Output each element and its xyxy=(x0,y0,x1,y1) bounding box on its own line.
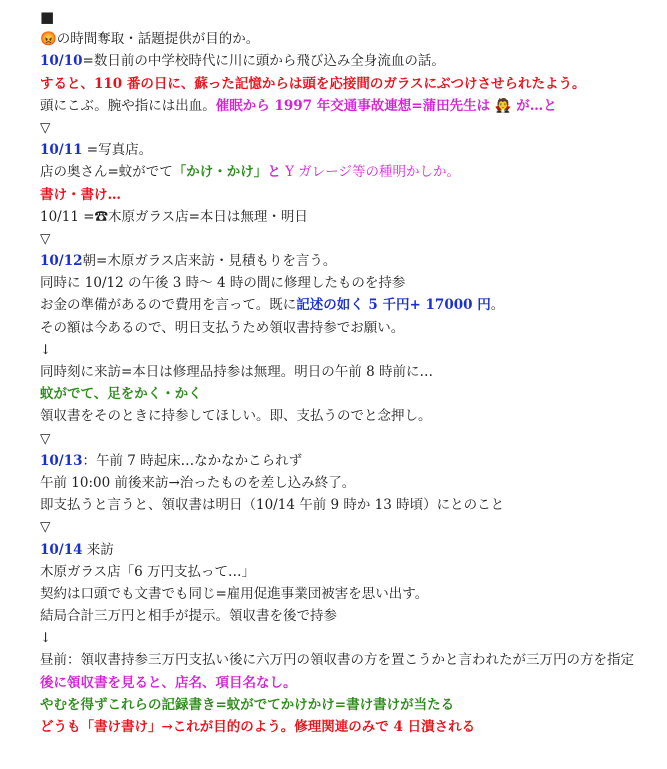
body-text: 。 xyxy=(490,297,505,314)
memo-line xyxy=(40,206,660,228)
memo-line xyxy=(40,28,660,50)
memo-line xyxy=(40,583,660,605)
memo-line xyxy=(40,472,660,494)
body-text: 来訪 xyxy=(82,541,114,558)
memo-line xyxy=(40,450,660,472)
body-text: =写真店。 xyxy=(82,142,153,159)
body-text: 昼前：領収書持参三万円支払い後に六万円の領収書の方を置こうかと言われたが三万円の方を指定 xyxy=(40,652,634,669)
body-text: 即支払うと言うと、領収書は明日（10/14 午前 9 時か 13 時頃）にとのこと xyxy=(40,497,505,514)
body-text: ：午前 7 時起床…なかなかこられず xyxy=(82,452,303,469)
highlighted-text-blue: 10/12 xyxy=(40,253,83,270)
memo-document xyxy=(40,6,660,738)
body-text: ▽ xyxy=(40,119,51,136)
memo-line xyxy=(40,516,660,538)
body-text: 😡の時間奪取・話題提供が目的か。 xyxy=(40,31,260,48)
highlighted-text-blue: 10/13 xyxy=(40,452,83,469)
memo-line xyxy=(40,383,660,405)
memo-line xyxy=(40,184,660,206)
memo-line xyxy=(40,272,660,294)
body-text: 午前 10:00 前後来訪→治ったものを差し込み終了。 xyxy=(40,474,356,491)
body-text: ■ xyxy=(40,8,55,26)
highlighted-text-green: やむを得ずこれらの記録書き=蚊がでてかけかけ=書け書けが当たる xyxy=(40,696,455,713)
memo-line xyxy=(40,6,660,28)
body-text: ↓ xyxy=(40,341,52,358)
body-text: 結局合計三万円と相手が提示。領収書を後で持参 xyxy=(40,608,337,625)
highlighted-text-blue: 10/14 xyxy=(40,541,83,558)
memo-line xyxy=(40,627,660,649)
memo-line xyxy=(40,361,660,383)
memo-line xyxy=(40,139,660,161)
body-text: 朝=木原ガラス店来訪・見積もりを言う。 xyxy=(82,253,337,270)
body-text: 領収書をそのときに持参してほしい。即、支払うのでと念押し。 xyxy=(40,408,432,425)
memo-line xyxy=(40,539,660,561)
memo-line xyxy=(40,228,660,250)
highlighted-text-magenta: 後に領収書を見ると、店名、項目名なし。 xyxy=(40,674,297,691)
memo-line xyxy=(40,716,660,738)
memo-line xyxy=(40,95,660,117)
memo-line xyxy=(40,649,660,671)
highlighted-text-magenta: Y ガレージ等の種明かしか。 xyxy=(280,164,461,181)
memo-line xyxy=(40,73,660,95)
highlighted-text-red: 書け・書け… xyxy=(40,186,121,203)
memo-line xyxy=(40,561,660,583)
body-text: =数日前の中学校時代に川に頭から飛び込み全身流血の話。 xyxy=(82,53,445,70)
memo-line xyxy=(40,50,660,72)
body-text: ↓ xyxy=(40,630,52,647)
memo-line xyxy=(40,339,660,361)
memo-line xyxy=(40,694,660,716)
highlighted-text-green: 「かけ・かけ」 xyxy=(172,164,268,181)
highlighted-text-magenta: と xyxy=(267,164,281,181)
body-text: 10/11 =☎木原ガラス店=本日は無理・明日 xyxy=(40,208,308,225)
body-text: ▽ xyxy=(40,230,51,247)
highlighted-text-red: どうも「書け書け」→これが目的のよう。修理関連のみで 4 日潰される xyxy=(40,719,476,736)
memo-line xyxy=(40,494,660,516)
memo-line xyxy=(40,117,660,139)
body-text: 同時刻に来訪=本日は修理品持参は無理。明日の午前 8 時前に… xyxy=(40,364,433,380)
memo-line xyxy=(40,294,660,316)
memo-line xyxy=(40,161,660,183)
body-text: 同時に 10/12 の午後 3 時～ 4 時の間に修理したものを持参 xyxy=(40,275,406,292)
highlighted-text-green: 蚊がでて、足をかく・かく xyxy=(40,386,202,403)
memo-line xyxy=(40,250,660,272)
memo-line xyxy=(40,317,660,339)
body-text: 契約は口頭でも文書でも同じ=雇用促進事業団被害を思い出す。 xyxy=(40,585,429,602)
memo-line xyxy=(40,428,660,450)
body-text: 木原ガラス店「6 万円支払って…」 xyxy=(40,563,255,580)
body-text: お金の準備があるので費用を言って。既に xyxy=(40,297,297,314)
body-text: 頭にこぶ。腕や指には出血。 xyxy=(40,97,216,114)
memo-line xyxy=(40,672,660,694)
highlighted-text-blue: 10/11 xyxy=(40,142,83,159)
highlighted-text-blue: 10/10 xyxy=(40,53,83,70)
highlighted-text-red: すると、110 番の日に、蘇った記憶からは頭を応接間のガラスにぶつけさせられたよう。 xyxy=(40,75,586,92)
memo-line xyxy=(40,405,660,427)
body-text: その額は今あるので、明日支払うため領収書持参でお願い。 xyxy=(40,319,405,336)
memo-line xyxy=(40,605,660,627)
body-text: 店の奥さん=蚊がでて xyxy=(40,164,173,181)
body-text: ▽ xyxy=(40,519,51,536)
highlighted-text-magenta: 催眠から 1997 年交通事故連想=蒲田先生は 🧛 が…と xyxy=(215,97,557,114)
body-text: ▽ xyxy=(40,430,51,447)
highlighted-text-blue: 記述の如く 5 千円+ 17000 円 xyxy=(296,297,491,314)
